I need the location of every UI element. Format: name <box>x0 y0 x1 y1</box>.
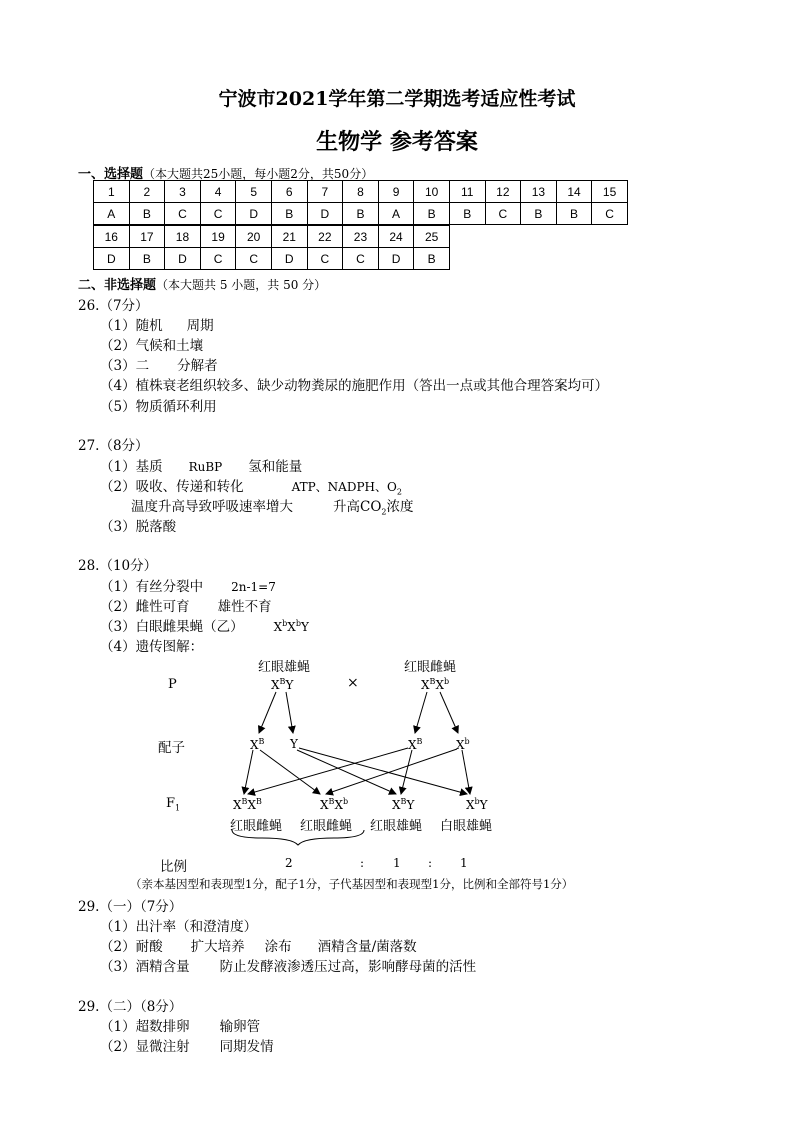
arrow-g-fxb-f3 <box>401 750 412 794</box>
page-title: 宁波市2021学年第二学期选考适应性考试 <box>218 88 576 110</box>
answer-cell-4: C <box>200 248 236 270</box>
o3-y: Y <box>406 798 415 812</box>
ratio-value-2: 1 <box>393 856 401 870</box>
q29b-answer-1b: 输卵管 <box>219 1019 261 1035</box>
o1-b2: B <box>255 797 262 806</box>
answer-cell-3: C <box>165 203 201 225</box>
answer-cell-3: D <box>165 248 201 270</box>
q27-answer-3b-tail: 浓度 <box>386 499 414 515</box>
q29a-line3 <box>100 955 476 975</box>
question-number-cell-6: 6 <box>271 181 307 203</box>
g-x2: X <box>287 620 296 634</box>
gamete-male-xb <box>250 737 264 752</box>
pf-b2: b <box>443 677 450 686</box>
pf-b1: B <box>429 677 436 686</box>
answer-cell-6: B <box>271 203 307 225</box>
p-female-label: 红眼雌蝇 <box>404 660 457 675</box>
answer-cell-14: B <box>556 203 592 225</box>
q28-answer-2a: （2）雌性可育 <box>100 599 190 615</box>
cross-symbol: × <box>347 675 359 691</box>
arrow-p-male-y <box>286 692 293 733</box>
q29b-answer-2b: 同期发情 <box>219 1039 274 1055</box>
g-x1: X <box>273 620 283 634</box>
ratio-sep-1: : <box>360 856 365 870</box>
gm-b: B <box>258 737 265 746</box>
question-number-cell-5: 20 <box>236 226 272 248</box>
f1-f: F <box>166 796 176 811</box>
question-number-cell-6: 21 <box>271 226 307 248</box>
question-number-cell-13: 13 <box>521 181 557 203</box>
q27-answer-2b-text: ATP、NADPH、O <box>291 480 397 494</box>
question-number-cell-3: 18 <box>165 226 201 248</box>
q29b-title: 29.（二）（8分） <box>78 999 183 1015</box>
o1-b1: B <box>241 797 248 806</box>
gf-x1: X <box>408 738 417 752</box>
q28-scoring-note: （亲本基因型和表现型1分，配子1分，子代基因型和表现型1分，比例和全部符号1分） <box>130 877 574 891</box>
f1-genotype-3 <box>392 797 414 812</box>
q29a-line1: （1）出汁率（和澄清度） <box>100 919 258 935</box>
question-number-cell-1: 1 <box>94 181 130 203</box>
o2-b2: b <box>342 797 349 806</box>
question-number-cell-1: 16 <box>94 226 130 248</box>
o3-x: X <box>392 798 401 812</box>
f1-label <box>166 796 180 813</box>
section1-heading: 一、选择题 <box>78 167 144 182</box>
q28-answer-2b: 雄性不育 <box>217 599 272 615</box>
page-subtitle: 生物学 参考答案 <box>316 129 478 155</box>
answer-cell-1: A <box>94 203 130 225</box>
gm-x: X <box>250 738 259 752</box>
answer-cell-12: C <box>485 203 521 225</box>
f1-phenotype-3: 红眼雄蝇 <box>370 819 423 834</box>
question-number-cell-10: 10 <box>414 181 450 203</box>
section2-note: （本大题共 5 小题，共 50 分） <box>156 278 327 292</box>
question-number-cell-2: 2 <box>129 181 165 203</box>
question-number-cell-5: 5 <box>236 181 272 203</box>
arrow-p-female-xb <box>415 692 427 733</box>
q29a-title: 29.（一）（7分） <box>78 899 183 915</box>
gamete-label: 配子 <box>158 740 185 756</box>
f1-phenotype-2: 红眼雌蝇 <box>300 819 353 834</box>
answer-cell-6: D <box>271 248 307 270</box>
q26-answer-3b: 分解者 <box>177 358 218 374</box>
answer-cell-10: B <box>414 248 450 270</box>
f1-phenotype-4: 白眼雄蝇 <box>440 819 493 834</box>
gamete-female-xb <box>408 737 422 752</box>
o2-x2: X <box>334 798 343 812</box>
q27-answer-3b-sub: 2 <box>381 507 387 517</box>
answer-cell-5: C <box>236 248 272 270</box>
question-number-cell-9: 9 <box>378 181 414 203</box>
pf-x1: X <box>421 678 430 692</box>
q28-line4: （4）遗传图解： <box>100 639 204 655</box>
pm-y: Y <box>285 678 294 692</box>
q29a-answer-3b: 防止发酵液渗透压过高，影响酵母菌的活性 <box>219 959 477 975</box>
question-number-cell-8: 8 <box>343 181 379 203</box>
question-number-cell-7: 7 <box>307 181 343 203</box>
o4-y: Y <box>479 798 488 812</box>
gamete-male-y: Y <box>290 737 298 751</box>
answer-cell-7: D <box>307 203 343 225</box>
p-male-label: 红眼雄蝇 <box>258 660 311 675</box>
q26-line2: （2）气候和土壤 <box>100 338 204 354</box>
f1-genotype-2 <box>320 797 348 812</box>
question-number-cell-14: 14 <box>556 181 592 203</box>
p-female-genotype <box>421 677 449 692</box>
q27-answer-1a: （1）基质 <box>100 459 163 475</box>
q29b-line1 <box>100 1015 260 1035</box>
gf-x2: X <box>456 738 465 752</box>
o2-b1: B <box>328 797 335 806</box>
q26-answer-3a: （3）二 <box>100 358 150 374</box>
question-number-cell-7: 22 <box>307 226 343 248</box>
answer-cell-5: D <box>236 203 272 225</box>
gf-b2: b <box>464 737 470 746</box>
q28-title: 28.（10分） <box>78 558 158 574</box>
arrow-p-female-xbb <box>440 692 458 733</box>
q27-line4: （3）脱落酸 <box>100 519 177 535</box>
answer-cell-4: C <box>200 203 236 225</box>
q28-answer-3a: （3）白眼雌果蝇（乙） <box>100 619 244 635</box>
g-y: Y <box>300 620 309 634</box>
g-b2: b <box>295 619 301 628</box>
answer-cell-13: B <box>521 203 557 225</box>
f1-sub: 1 <box>175 803 181 813</box>
f1-genotype-1 <box>233 797 262 812</box>
q27-answer-2a: （2）吸收、传递和转化 <box>100 479 244 495</box>
q26-line4: （4）植株衰老组织较多、缺少动物粪尿的施肥作用（答出一点或其他合理答案均可） <box>100 378 609 394</box>
q29a-answer-2b: 扩大培养 <box>190 939 245 955</box>
answer-cell-15: C <box>592 203 628 225</box>
arrow-p-male-xb <box>259 692 276 733</box>
section2-heading: 二、非选择题 <box>78 278 157 293</box>
q26-answer-1b: 周期 <box>186 318 214 334</box>
answer-cell-1: D <box>94 248 130 270</box>
question-number-cell-4: 19 <box>200 226 236 248</box>
answer-cell-9: D <box>378 248 414 270</box>
answer-cell-2: B <box>129 248 165 270</box>
q27-answer-2b-sub: 2 <box>396 487 402 497</box>
q29b-answer-1a: （1）超数排卵 <box>100 1019 190 1035</box>
g-b1: b <box>282 619 288 628</box>
q29a-line2 <box>100 935 417 955</box>
q29a-answer-2a: （2）耐酸 <box>100 939 163 955</box>
answer-cell-11: B <box>449 203 485 225</box>
answer-cell-8: B <box>343 203 379 225</box>
answer-cell-2: B <box>129 203 165 225</box>
q29a-answer-3a: （3）酒精含量 <box>100 959 190 975</box>
question-number-cell-4: 4 <box>200 181 236 203</box>
question-number-cell-15: 15 <box>592 181 628 203</box>
q26-answer-1a: （1）随机 <box>100 318 163 334</box>
o4-x: X <box>466 798 475 812</box>
pm-x: X <box>271 678 280 692</box>
q28-answer-1a: （1）有丝分裂中 <box>100 579 204 595</box>
pm-b: B <box>279 677 286 686</box>
section1-note: （本大题共25小题，每小题2分，共50分） <box>143 167 374 181</box>
q27-title: 27.（8分） <box>78 438 149 454</box>
q29a-answer-2c: 涂布 <box>264 939 292 955</box>
question-number-cell-11: 11 <box>449 181 485 203</box>
q27-answer-3b-text: 升高CO <box>333 499 382 515</box>
question-number-cell-3: 3 <box>165 181 201 203</box>
gamete-female-xbb <box>456 737 470 752</box>
ratio-sep-2: : <box>428 856 433 870</box>
ratio-value-3: 1 <box>460 856 468 870</box>
q26-line5: （5）物质循环利用 <box>100 399 217 415</box>
q27-answer-1c: 氢和能量 <box>248 459 303 475</box>
q29a-answer-2d: 酒精含量/菌落数 <box>317 939 417 955</box>
answer-cell-7: C <box>307 248 343 270</box>
question-number-cell-2: 17 <box>129 226 165 248</box>
q27-answer-3a: 温度升高导致呼吸速率增大 <box>131 499 293 515</box>
ratio-label: 比例 <box>160 859 187 875</box>
p-label: P <box>168 677 177 692</box>
question-number-cell-9: 24 <box>378 226 414 248</box>
arrow-g-fxbb-f4 <box>462 750 470 794</box>
o2-x1: X <box>320 798 329 812</box>
o1-x1: X <box>233 798 242 812</box>
answer-cell-10: B <box>414 203 450 225</box>
question-number-cell-8: 23 <box>343 226 379 248</box>
pf-x2: X <box>435 678 444 692</box>
gf-b1: B <box>416 737 423 746</box>
ratio-value-1: 2 <box>285 856 293 870</box>
arrow-g-xb-f1 <box>244 750 253 794</box>
f1-genotype-4 <box>466 797 488 812</box>
q26-title: 26.（7分） <box>78 298 149 314</box>
answer-cell-9: A <box>378 203 414 225</box>
question-number-cell-10: 25 <box>414 226 450 248</box>
q29b-answer-2a: （2）显微注射 <box>100 1039 190 1055</box>
p-male-genotype <box>271 677 293 692</box>
question-number-cell-12: 12 <box>485 181 521 203</box>
f1-phenotype-1: 红眼雌蝇 <box>230 819 283 834</box>
q29b-line2 <box>100 1035 274 1055</box>
o1-x2: X <box>247 798 256 812</box>
o3-b: B <box>400 797 407 806</box>
q28-answer-1b: 2n-1=7 <box>231 580 276 594</box>
o4-b: b <box>474 797 480 806</box>
q27-answer-1b: RuBP <box>188 460 223 474</box>
answer-cell-8: C <box>343 248 379 270</box>
